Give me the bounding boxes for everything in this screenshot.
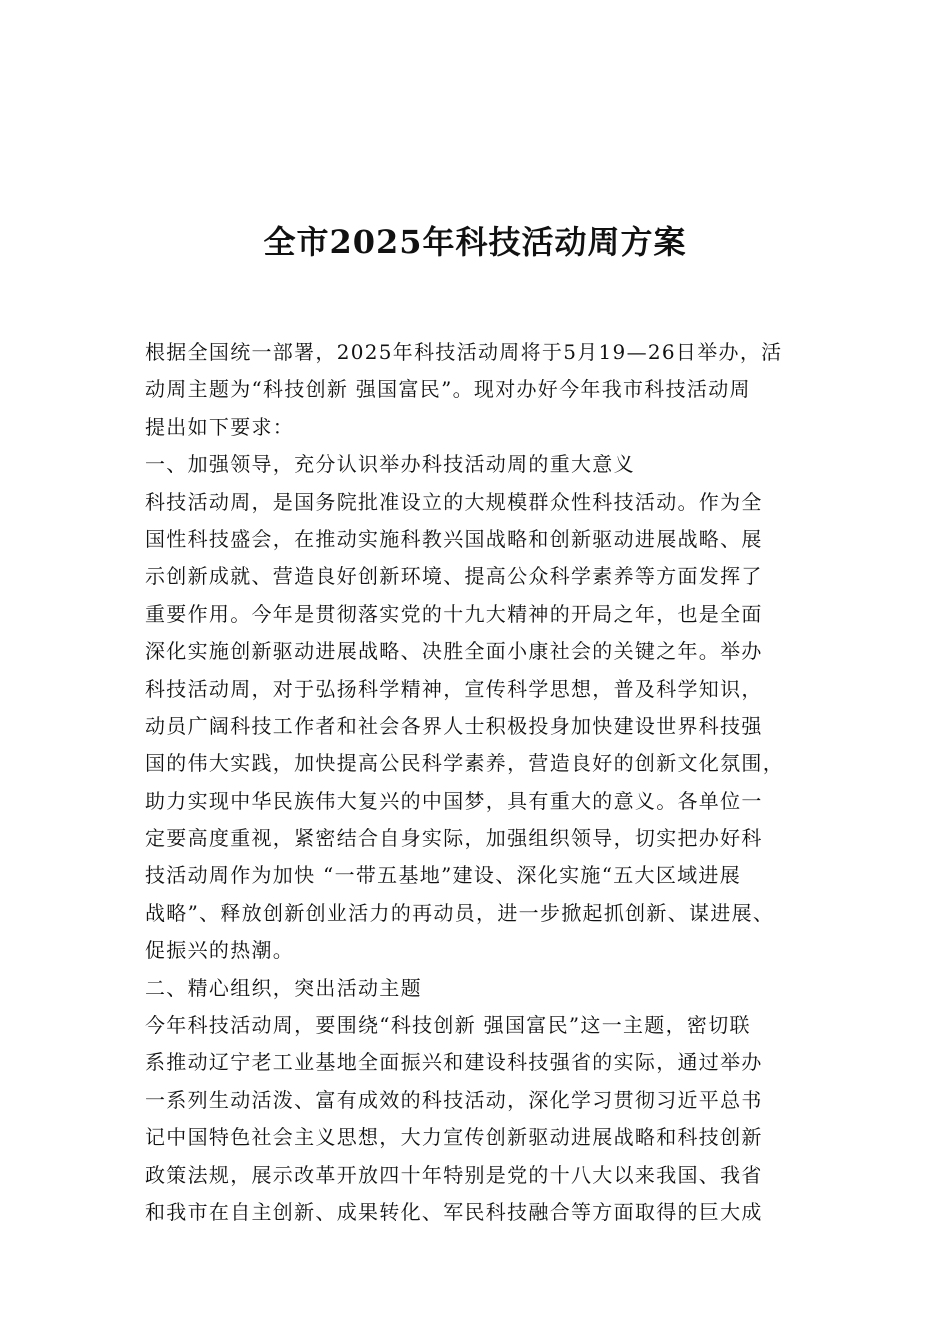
body-line: 今年科技活动周，要围绕“科技创新 强国富民”这一主题，密切联 [145, 1013, 751, 1038]
body-line: 政策法规，展示改革开放四十年特别是党的十八大以来我国、我省 [145, 1162, 763, 1187]
body-line: 提出如下要求： [145, 414, 295, 439]
body-line: 促振兴的热潮。 [145, 938, 295, 963]
body-line: 一系列生动活泼、富有成效的科技活动，深化学习贯彻习近平总书 [145, 1087, 763, 1112]
body-line: 系推动辽宁老工业基地全面振兴和建设科技强省的实际，通过举办 [145, 1050, 763, 1075]
body-line: 动员广阔科技工作者和社会各界人士积极投身加快建设世界科技强 [145, 713, 763, 738]
body-line: 国的伟大实践，加快提高公民科学素养，营造良好的创新文化氛围， [145, 751, 784, 776]
section-heading-2: 二、精心组织，突出活动主题 [145, 975, 422, 1000]
body-line: 深化实施创新驱动进展战略、决胜全面小康社会的关键之年。举办 [145, 639, 763, 664]
body-line: 记中国特色社会主义思想，大力宣传创新驱动进展战略和科技创新 [145, 1125, 763, 1150]
body-line: 国性科技盛会，在推动实施科教兴国战略和创新驱动进展战略、展 [145, 526, 763, 551]
section-heading-1: 一、加强领导，充分认识举办科技活动周的重大意义 [145, 452, 635, 477]
body-line: 助力实现中华民族伟大复兴的中国梦，具有重大的意义。各单位一 [145, 788, 763, 813]
body-line: 示创新成就、营造良好创新环境、提高公众科学素养等方面发挥了 [145, 564, 763, 589]
body-line: 动周主题为“科技创新 强国富民”。现对办好今年我市科技活动周 [145, 377, 751, 402]
body-line: 重要作用。今年是贯彻落实党的十九大精神的开局之年，也是全面 [145, 601, 763, 626]
body-line: 和我市在自主创新、成果转化、军民科技融合等方面取得的巨大成 [145, 1199, 763, 1224]
body-line: 根据全国统一部署，2025年科技活动周将于5月19—26日举办，活 [145, 340, 783, 364]
document-title: 全市2025年科技活动周方案 [263, 223, 687, 261]
body-line: 科技活动周，对于弘扬科学精神，宣传科学思想，普及科学知识， [145, 676, 763, 701]
body-line: 定要高度重视，紧密结合自身实际，加强组织领导，切实把办好科 [145, 826, 763, 851]
body-line: 战略”、释放创新创业活力的再动员，进一步掀起抓创新、谋进展、 [145, 900, 775, 925]
body-line: 科技活动周，是国务院批准设立的大规模群众性科技活动。作为全 [145, 489, 763, 514]
document-body [145, 334, 825, 1231]
body-line: 技活动周作为加快 “一带五基地”建设、深化实施“五大区域进展 [145, 863, 742, 888]
